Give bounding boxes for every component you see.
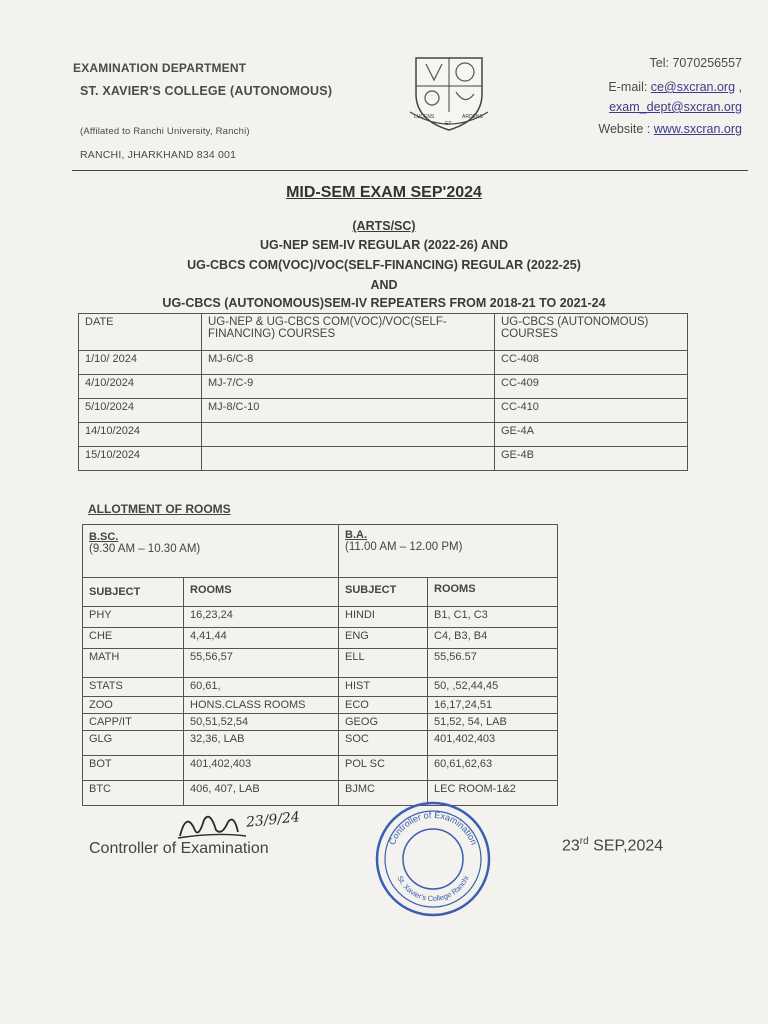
autonomous-course-cell: GE-4B xyxy=(495,447,688,471)
logo-motto-left: LUCENS xyxy=(414,114,435,120)
bsc-room: 32,36, LAB xyxy=(184,731,339,756)
email-label: E-mail: xyxy=(608,80,651,94)
date-rest: SEP,2024 xyxy=(588,837,664,855)
ba-subject: HIST xyxy=(339,678,428,697)
subtitle-line-4: AND xyxy=(370,278,398,292)
table-row xyxy=(83,649,558,678)
address: RANCHI, JHARKHAND 834 001 xyxy=(80,149,237,161)
header-divider xyxy=(72,170,748,171)
page-title: MID-SEM EXAM SEP'2024 xyxy=(286,184,482,201)
ba-room: 16,17,24,51 xyxy=(428,697,558,714)
email-link-exam-dept[interactable]: exam_dept@sxcran.org xyxy=(609,100,742,114)
ba-room: 55,56.57 xyxy=(428,649,558,678)
date-cell: 14/10/2024 xyxy=(79,423,202,447)
table-row xyxy=(79,447,688,471)
bsc-subject: BTC xyxy=(83,781,184,806)
bsc-subject: BOT xyxy=(83,756,184,781)
ba-subject: GEOG xyxy=(339,714,428,731)
website-link[interactable]: www.sxcran.org xyxy=(653,122,742,136)
date-cell: 1/10/ 2024 xyxy=(79,351,202,375)
official-stamp xyxy=(374,800,492,918)
ba-room: C4, B3, B4 xyxy=(428,628,558,649)
bsc-label: B.SC. xyxy=(89,531,119,543)
ba-subject: ENG xyxy=(339,628,428,649)
date-cell: 15/10/2024 xyxy=(79,447,202,471)
bsc-subject-header: SUBJECT xyxy=(83,578,184,607)
bsc-room: 60,61, xyxy=(184,678,339,697)
ba-room: 51,52, 54, LAB xyxy=(428,714,558,731)
autonomous-course-cell: GE-4A xyxy=(495,423,688,447)
rooms-heading: ALLOTMENT OF ROOMS xyxy=(88,502,231,516)
header-autonomous-courses: UG-CBCS (AUTONOMOUS) COURSES xyxy=(495,314,688,351)
nep-course-cell: MJ-8/C-10 xyxy=(202,399,495,423)
ba-subject: HINDI xyxy=(339,607,428,628)
issue-date xyxy=(562,836,663,855)
ba-room: 50, ,52,44,45 xyxy=(428,678,558,697)
nep-course-cell xyxy=(202,447,495,471)
email-link-ce[interactable]: ce@sxcran.org xyxy=(650,80,736,94)
date-cell: 4/10/2024 xyxy=(79,375,202,399)
autonomous-course-cell: CC-408 xyxy=(495,351,688,375)
bsc-session-cell xyxy=(83,525,339,578)
ba-subject-header: SUBJECT xyxy=(339,578,428,607)
ba-rooms-header: ROOMS xyxy=(428,578,558,607)
nep-course-cell: MJ-7/C-9 xyxy=(202,375,495,399)
table-row xyxy=(83,607,558,628)
autonomous-course-cell: CC-409 xyxy=(495,375,688,399)
website-line xyxy=(598,122,742,136)
ba-label: B.A. xyxy=(345,529,367,541)
ba-subject: POL SC xyxy=(339,756,428,781)
rooms-header-row xyxy=(83,578,558,607)
table-row xyxy=(83,628,558,649)
bsc-room: 55,56,57 xyxy=(184,649,339,678)
subtitle-line-1: (ARTS/SC) xyxy=(352,219,416,233)
bsc-room: HONS.CLASS ROOMS xyxy=(184,697,339,714)
date-suffix: rd xyxy=(579,836,589,847)
ba-session-cell xyxy=(339,525,558,578)
college-name: ST. XAVIER'S COLLEGE (AUTONOMOUS) xyxy=(80,84,333,98)
svg-text:Controller of Examination xyxy=(387,810,479,846)
email-suffix: , xyxy=(735,80,742,94)
stamp-top-text: Controller of Examination xyxy=(386,809,480,847)
date-day: 23 xyxy=(562,837,580,855)
header-nep-courses: UG-NEP & UG-CBCS COM(VOC)/VOC(SELF-FINANCING) COURSES xyxy=(202,314,495,351)
email-line-2 xyxy=(609,100,742,114)
subtitle-line-5: UG-CBCS (AUTONOMOUS)SEM-IV REPEATERS FROM 2018-21 TO 2021-24 xyxy=(162,296,606,310)
date-cell: 5/10/2024 xyxy=(79,399,202,423)
bsc-subject: ZOO xyxy=(83,697,184,714)
email-line xyxy=(608,80,742,94)
nep-course-cell: MJ-6/C-8 xyxy=(202,351,495,375)
dept-name: EXAMINATION DEPARTMENT xyxy=(73,61,247,75)
controller-title: Controller of Examination xyxy=(89,840,269,857)
ba-subject: BJMC xyxy=(339,781,428,806)
bsc-room: 16,23,24 xyxy=(184,607,339,628)
nep-course-cell xyxy=(202,423,495,447)
bsc-subject: PHY xyxy=(83,607,184,628)
bsc-time: (9.30 AM – 10.30 AM) xyxy=(89,543,201,555)
bsc-room: 50,51,52,54 xyxy=(184,714,339,731)
table-row xyxy=(83,697,558,714)
bsc-subject: MATH xyxy=(83,649,184,678)
subtitle-line-3: UG-CBCS COM(VOC)/VOC(SELF-FINANCING) REGULAR (2022-25) xyxy=(187,258,581,272)
logo-motto-mid: ET xyxy=(445,121,452,127)
session-row xyxy=(83,525,558,578)
table-row xyxy=(79,399,688,423)
bsc-subject: GLG xyxy=(83,731,184,756)
ba-room: 401,402,403 xyxy=(428,731,558,756)
table-header-row xyxy=(79,314,688,351)
table-row xyxy=(83,678,558,697)
bsc-rooms-header: ROOMS xyxy=(184,578,339,607)
subtitle-line-2: UG-NEP SEM-IV REGULAR (2022-26) AND xyxy=(260,238,508,252)
bsc-subject: STATS xyxy=(83,678,184,697)
ba-subject: ELL xyxy=(339,649,428,678)
exam-schedule-table xyxy=(78,313,688,471)
ba-room: LEC ROOM-1&2 xyxy=(428,781,558,806)
bsc-room: 401,402,403 xyxy=(184,756,339,781)
room-allotment-table xyxy=(82,524,558,806)
ba-time: (11.00 AM – 12.00 PM) xyxy=(345,541,463,553)
bsc-subject: CHE xyxy=(83,628,184,649)
affiliation: (Affilated to Ranchi University, Ranchi) xyxy=(80,126,250,137)
ba-room: B1, C1, C3 xyxy=(428,607,558,628)
table-row xyxy=(83,714,558,731)
table-row xyxy=(83,756,558,781)
stamp-bottom-text: St. Xavier's College Ranchi xyxy=(395,874,471,904)
ba-subject: ECO xyxy=(339,697,428,714)
signature-date: 23/9/24 xyxy=(245,809,301,831)
college-logo xyxy=(404,54,494,132)
website-label: Website : xyxy=(598,122,654,136)
bsc-room: 4,41,44 xyxy=(184,628,339,649)
table-row xyxy=(79,375,688,399)
logo-motto-right: ARDENS xyxy=(462,114,483,120)
telephone: Tel: 7070256557 xyxy=(649,56,742,70)
bsc-subject: CAPP/IT xyxy=(83,714,184,731)
ba-room: 60,61,62,63 xyxy=(428,756,558,781)
table-row xyxy=(83,731,558,756)
table-row xyxy=(79,351,688,375)
header-date: DATE xyxy=(79,314,202,351)
table-row xyxy=(79,423,688,447)
autonomous-course-cell: CC-410 xyxy=(495,399,688,423)
ba-subject: SOC xyxy=(339,731,428,756)
bsc-room: 406, 407, LAB xyxy=(184,781,339,806)
